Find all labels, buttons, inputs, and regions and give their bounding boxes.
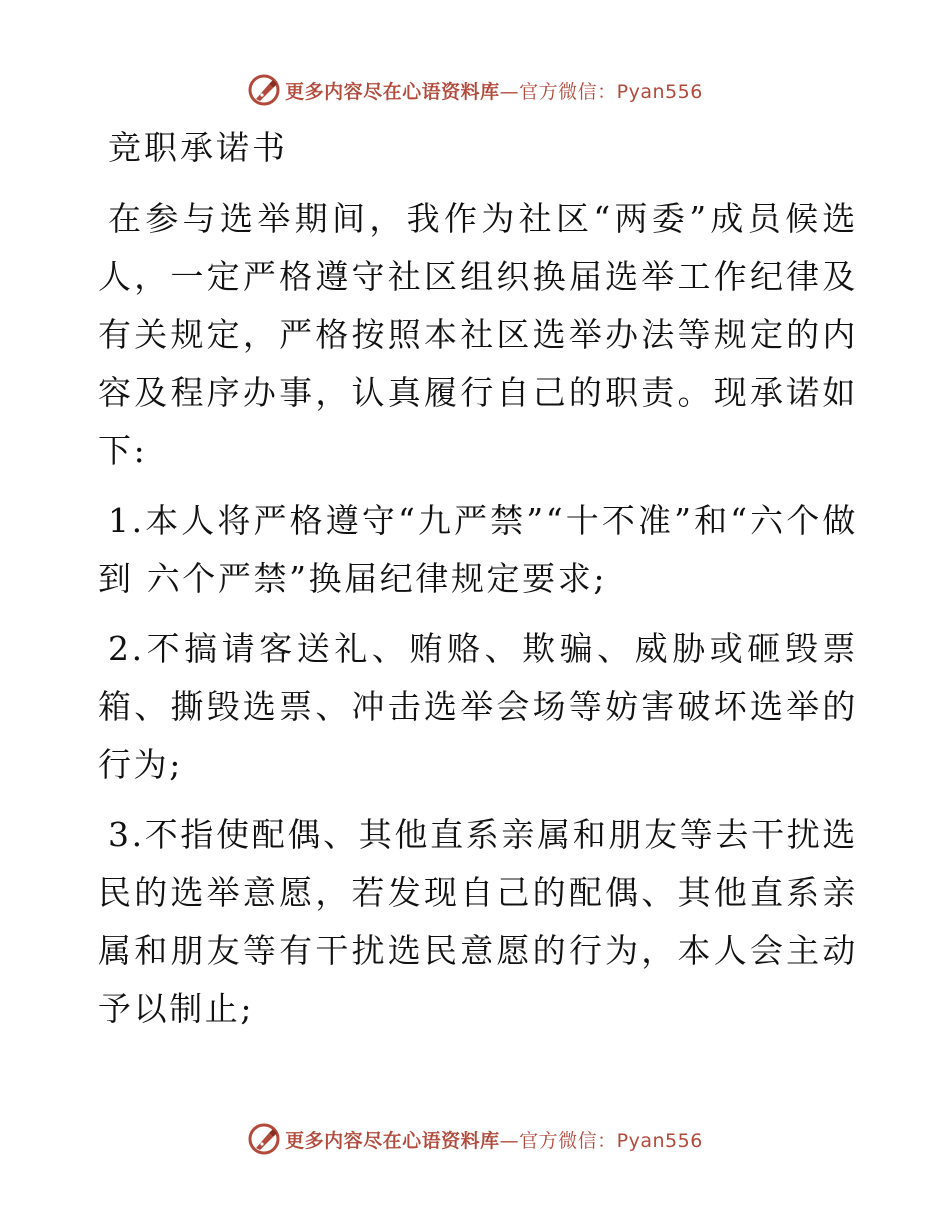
footer-banner-sub: 官方微信：Pyan556 [519, 1129, 703, 1152]
pen-nib-logo-icon [247, 1122, 281, 1156]
header-banner-separator: — [499, 80, 520, 103]
header-banner [0, 70, 950, 110]
paragraph-item-2: 2.不搞请客送礼、贿赂、欺骗、威胁或砸毁票箱、撕毁选票、冲击选举会场等妨害破坏选举的行为; [98, 629, 858, 784]
paragraph-item-1: 1.本人将严格遵守“九严禁”“十不准”和“六个做到 六个严禁”换届纪律规定要求; [98, 501, 858, 598]
pen-nib-logo-icon [247, 73, 281, 107]
footer-banner-text [285, 1126, 703, 1153]
paragraph-intro: 在参与选举期间，我作为社区“两委”成员候选人，一定严格遵守社区组织换届选举工作纪律及有关规定，严格按照本社区选举办法等规定的内容及程序办事，认真履行自己的职责。现承诺如下: [98, 199, 858, 470]
document-title: 竞职承诺书 [108, 128, 288, 167]
header-banner-sub: 官方微信：Pyan556 [519, 80, 703, 103]
header-banner-main: 更多内容尽在心语资料库 [285, 80, 500, 103]
footer-banner-separator: — [499, 1129, 520, 1152]
header-banner-text [285, 77, 703, 104]
footer-banner [0, 1119, 950, 1159]
paragraph-item-3: 3.不指使配偶、其他直系亲属和朋友等去干扰选民的选举意愿，若发现自己的配偶、其他直系亲属和朋友等有干扰选民意愿的行为，本人会主动予以制止; [98, 815, 858, 1028]
document-body [98, 122, 858, 1038]
footer-banner-main: 更多内容尽在心语资料库 [285, 1129, 500, 1152]
